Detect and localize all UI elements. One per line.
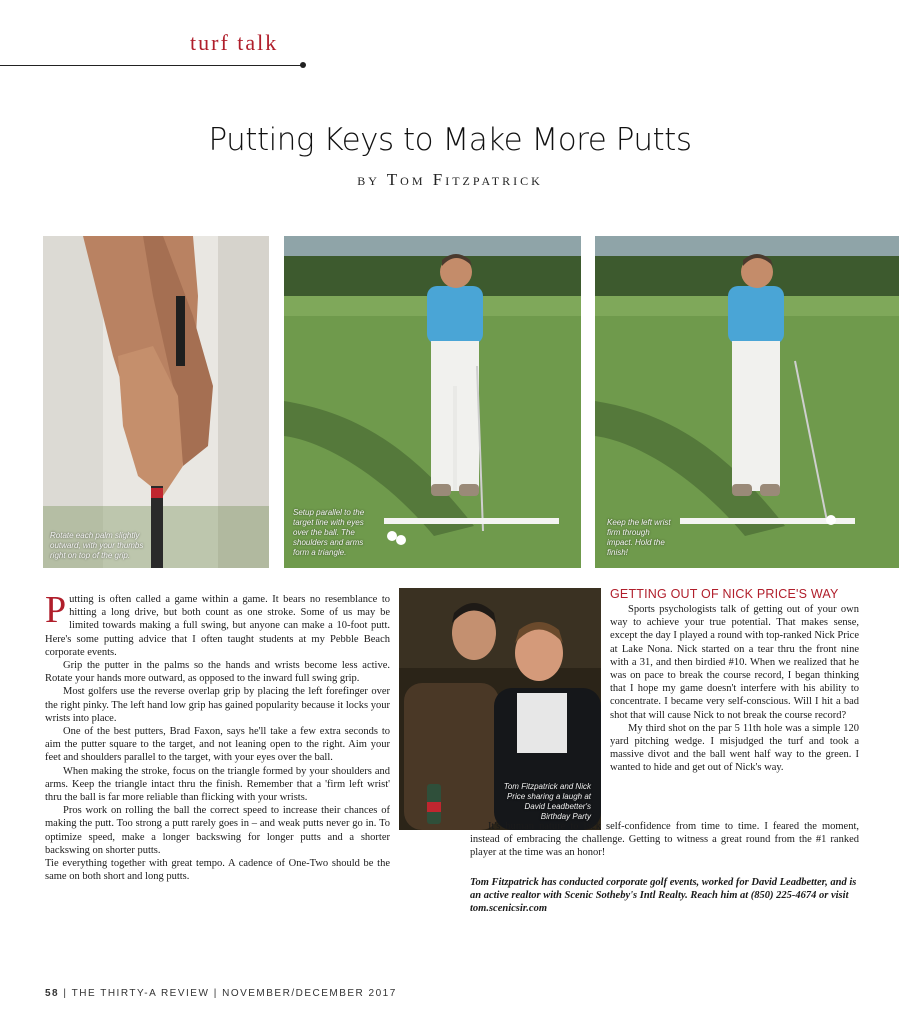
page-footer	[45, 988, 397, 999]
footer-separator: |	[63, 988, 68, 999]
grip-photo	[43, 236, 269, 568]
grip-illustration	[43, 236, 269, 568]
finish-photo	[595, 236, 899, 568]
portrait-photo	[399, 588, 601, 830]
paragraph: My third shot on the par 5 11th hole was a simple 120 yard pitching wedge. I misjudged the turf and took a massive divot and the ball went half way to the green. I wanted to hide and get out of Nick's way.	[610, 722, 859, 774]
paragraph: When making the stroke, focus on the triangle formed by your shoulders and arms. Keep the triangle intact thru the finish. Remember that a 'firm left wrist' thru the ball is far more reliable than flicking with your wrists.	[45, 765, 390, 804]
grip-photo-caption: Rotate each palm slightly outward, with your thumbs right on top of the grip.	[50, 531, 144, 560]
section-divider	[0, 65, 303, 66]
paragraph: It's human nature to lack self-confidence from time to time. I feared the moment, instead of embracing the challenge. Getting to witness a great round from the #1 ranked player at the time was an honor!	[470, 821, 859, 859]
setup-photo	[284, 236, 581, 568]
portrait-photo-caption: Tom Fitzpatrick and Nick Price sharing a laugh at David Leadbetter's Birthday Party	[503, 782, 591, 821]
article-title: Putting Keys to Make More Putts	[208, 122, 692, 158]
author-bio: Tom Fitzpatrick has conducted corporate golf events, worked for David Leadbetter, and is an active realtor with Scenic Sotheby's Intl Realty. Reach him at (850) 225-4674 or visit tom.scenicsir.com	[470, 877, 857, 914]
paragraph: Putting is often called a game within a game. It bears no resemblance to hitting a long drive, but both count as one stroke. Some of us may be limited towards making a full swing, but anyone can make a 10-foot putt. Here's some putting advice that I often taught students at my Pebble Beach corporate events.	[45, 589, 390, 658]
finish-photo-caption: Keep the left wrist firm through impact. Hold the finish!	[607, 518, 671, 557]
page-number: 58	[45, 988, 60, 999]
left-column	[45, 589, 390, 883]
paragraph: Grip the putter in the palms so the hands and wrists become less active. Rotate your hands more outward, as opposed to the inward full swing grip.	[45, 660, 390, 685]
setup-photo-caption: Setup parallel to the target line with eyes over the ball. The shoulders and arms form a triangle.	[293, 508, 365, 557]
publication-name: THE THIRTY-A REVIEW	[71, 988, 210, 999]
paragraph: Tie everything together with great tempo. A cadence of One-Two should be the same on both short and long putts.	[45, 858, 390, 883]
subhead: GETTING OUT OF NICK PRICE'S WAY	[610, 587, 839, 601]
paragraph: One of the best putters, Brad Faxon, says he'll take a few extra seconds to aim the putter square to the target, and not leaning open to the right. Aim your feet and shoulders parallel to the target, with your eyes over the ball.	[45, 726, 390, 764]
drop-cap: P	[45, 589, 67, 631]
paragraph: Most golfers use the reverse overlap grip by placing the left forefinger over the right pinky. The left hand low grip has gained popularity because it locks your wrists into place.	[45, 686, 390, 724]
section-divider-dot	[300, 62, 306, 68]
right-column-continued	[470, 820, 859, 860]
footer-separator: |	[213, 988, 218, 999]
right-column	[610, 603, 859, 775]
article-byline: by Tom Fitzpatrick	[357, 170, 543, 189]
issue-date: NOVEMBER/DECEMBER 2017	[222, 988, 397, 999]
paragraph: Pros work on rolling the ball the correct speed to increase their chances of making the putt. Too strong a putt rarely goes in – and weak putts never go in. To optimize speed, make a longer backswing for longer putts and a shorter backswing on shorter putts.	[45, 805, 390, 856]
section-label: turf talk	[190, 30, 279, 55]
paragraph: Sports psychologists talk of getting out of your own way to achieve your true potential. That makes sense, except the day I played a round with top-ranked Nick Price at Lake Nona. Nick started on a tear thru the front nine with a 31, and then birdied #10. When we realized that he was on pace to break the course record, I began thinking that I hope my game doesn't interfere with his ability to concentrate. I became very self-conscious. Will I hit a bad shot that will cause Nick to not break the course record?	[610, 604, 859, 721]
